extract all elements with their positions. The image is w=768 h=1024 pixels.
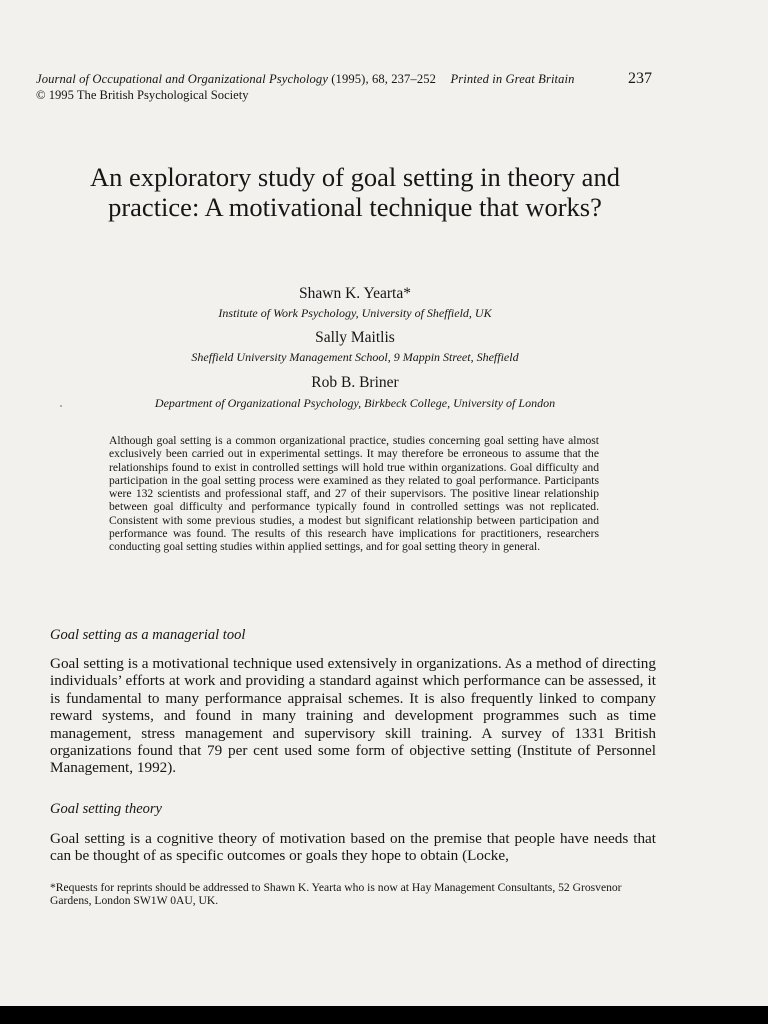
page-number: 237 (628, 70, 652, 87)
author-name: Rob B. Briner (311, 374, 399, 391)
section-text: Goal setting is a motivational technique used extensively in organizations. As a method of directing individuals’ efforts at work and providing a standard against which performance can be assessed, it is fundamental to many performance appraisal schemes. It is also frequently linked to company reward systems, and found in many training and development programmes such as time management, stress management and supervisory skill training. A survey of 1331 British organizations found that 79 per cent used some form of objective setting (Institute of Personnel Management, 1992). (50, 655, 656, 777)
author-name: Sally Maitlis (315, 329, 395, 346)
copyright: © 1995 The British Psychological Society (36, 88, 249, 102)
section-heading: Goal setting as a managerial tool (50, 627, 246, 643)
author-affiliation: Institute of Work Psychology, University of Sheffield, UK (218, 306, 492, 320)
author-affiliation: Department of Organizational Psychology, Birkbeck College, University of London (154, 396, 556, 410)
paper-title: An exploratory study of goal setting in theory and practice: A motivational technique that works? (90, 162, 620, 222)
printed-in: Printed in Great Britain (450, 72, 575, 86)
scan-speck (60, 405, 62, 407)
citation-details: (1995), 68, 237–252 (331, 72, 437, 86)
journal-name: Journal of Occupational and Organizational Psychology (36, 72, 329, 86)
abstract: Although goal setting is a common organizational practice, studies concerning goal setting have almost exclusively been carried out in experimental settings. It may therefore be erroneous to assume that the relationships found to exist in controlled settings will hold true within organizations. Goal difficulty and participation in the goal setting process were examined as they related to goal performance. Participants were 132 scientists and professional staff, and 27 of their supervisors. The positive linear relationship between goal difficulty and performance typically found in controlled settings was not replicated. Consistent with some previous studies, a modest but significant relationship between participation and performance was found. The results of this research have implications for practitioners, researchers conducting goal setting studies within applied settings, and for goal setting theory in general. (109, 434, 599, 554)
author-affiliation: Sheffield University Management School, 9 Mappin Street, Sheffield (191, 350, 519, 364)
journal-citation (36, 72, 575, 87)
section-heading: Goal setting theory (50, 801, 162, 817)
footnote: *Requests for reprints should be addressed to Shawn K. Yearta who is now at Hay Management Consultants, 52 Grosvenor Gardens, London SW1W 0AU, UK. (50, 881, 622, 908)
author-name: Shawn K. Yearta* (299, 285, 411, 302)
section-text: Goal setting is a cognitive theory of motivation based on the premise that people have needs that can be thought of as specific outcomes or goals they hope to obtain (Locke, (50, 830, 656, 865)
